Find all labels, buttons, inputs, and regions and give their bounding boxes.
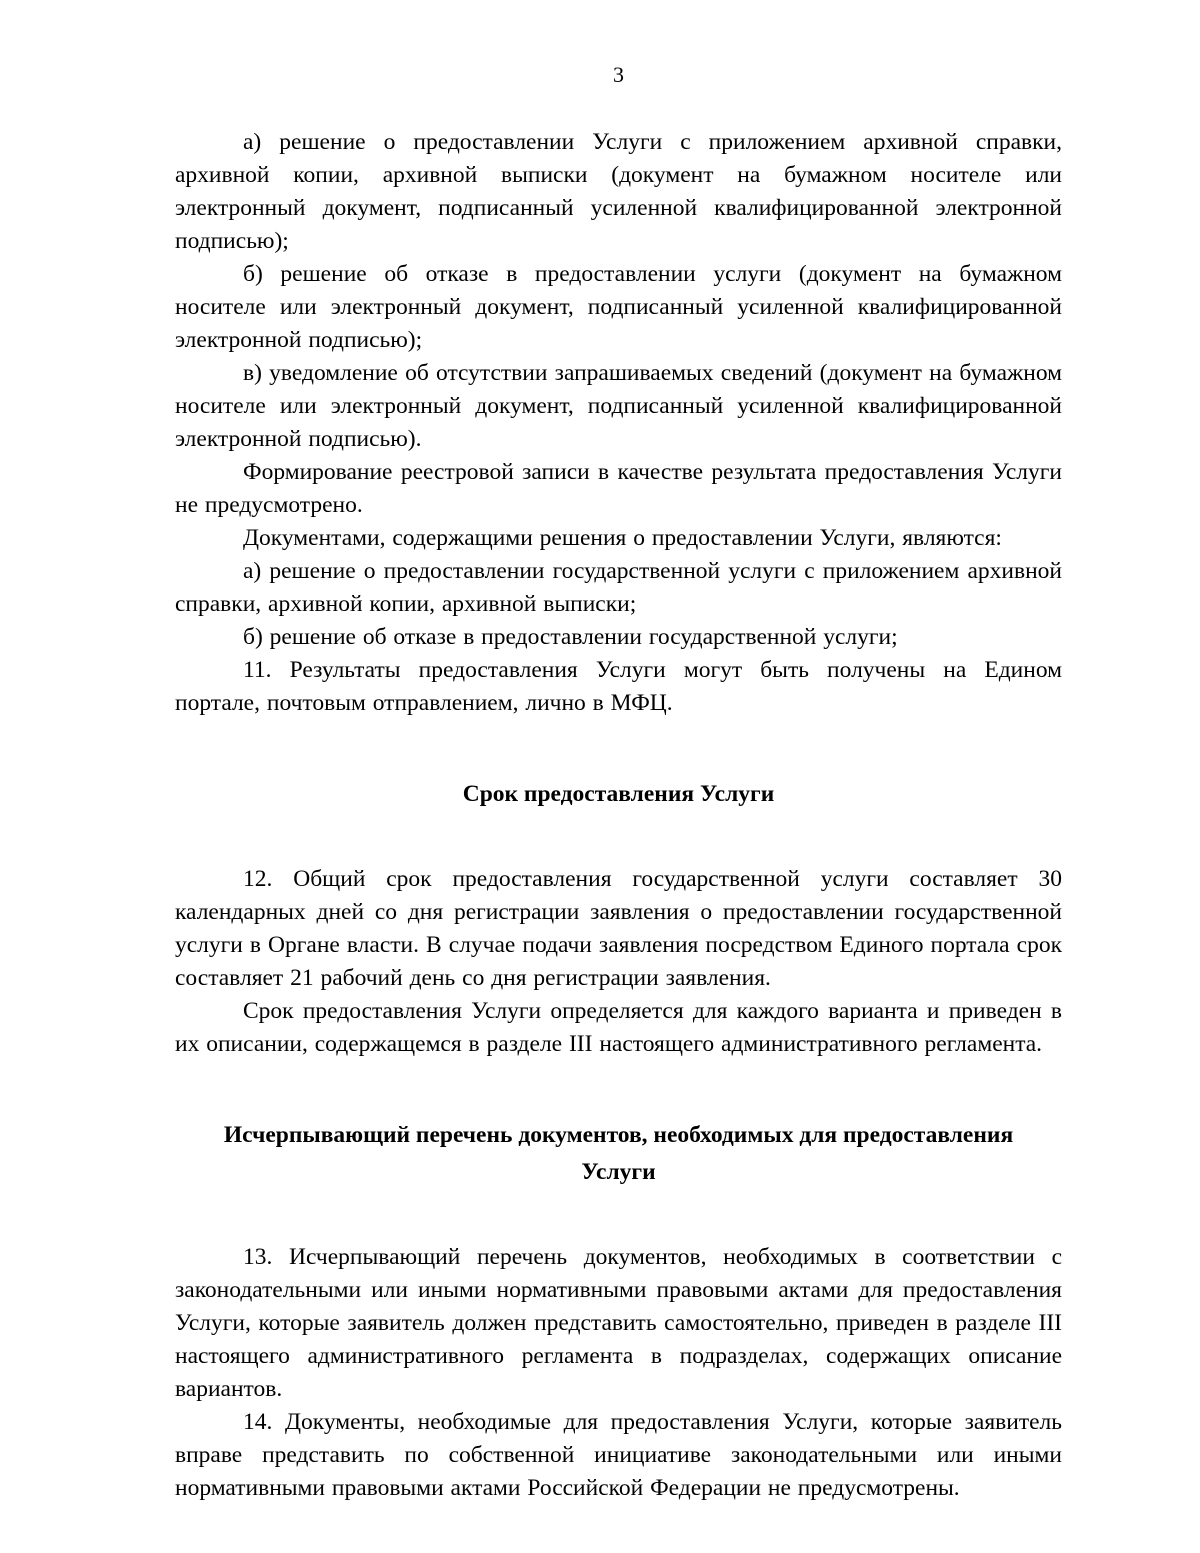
- paragraph-result-v: в) уведомление об отсутствии запрашиваемых сведений (документ на бумажном носителе или электронный документ, подписанный усиленной квалифицированной электронной подписью).: [175, 360, 1062, 452]
- paragraph-result-b: б) решение об отказе в предоставлении услуги (документ на бумажном носителе или электронный документ, подписанный усиленной квалифицированной электронной подписью);: [175, 261, 1062, 353]
- paragraph-item-11: 11. Результаты предоставления Услуги могут быть получены на Едином портале, почтовым отправлением, лично в МФЦ.: [175, 657, 1062, 716]
- document-body: [175, 126, 1062, 1505]
- paragraph-documents-with-decisions: Документами, содержащими решения о предоставлении Услуги, являются:: [243, 525, 1002, 551]
- paragraph-item-12: 12. Общий срок предоставления государственной услуги составляет 30 календарных дней со дня регистрации заявления о предоставлении государственной услуги в Органе власти. В случае подачи заявления посредством Единого портала срок составляет 21 рабочий день со дня регистрации заявления.: [175, 866, 1062, 991]
- paragraph-decision-a: а) решение о предоставлении государственной услуги с приложением архивной справки, архивной копии, архивной выписки;: [175, 558, 1062, 617]
- paragraph-decision-b: б) решение об отказе в предоставлении государственной услуги;: [243, 624, 898, 650]
- paragraph-result-a: а) решение о предоставлении Услуги с приложением архивной справки, архивной копии, архивной выписки (документ на бумажном носителе или электронный документ, подписанный усиленной квалифицированной электронной подписью);: [175, 129, 1062, 254]
- paragraph-item-13: 13. Исчерпывающий перечень документов, необходимых в соответствии с законодательными или иными нормативными правовыми актами для предоставления Услуги, которые заявитель должен представить самостоятельно, приведен в разделе III настоящего административного регламента в подразделах, содержащих описание вариантов.: [175, 1244, 1062, 1402]
- paragraph-registry-record: Формирование реестровой записи в качестве результата предоставления Услуги не предусмотрено.: [175, 459, 1062, 518]
- paragraph-item-14: 14. Документы, необходимые для предоставления Услуги, которые заявитель вправе представить по собственной инициативе законодательными или иными нормативными правовыми актами Российской Федерации не предусмотрены.: [175, 1409, 1062, 1501]
- section-heading-service-term: Срок предоставления Услуги: [462, 781, 775, 807]
- paragraph-term-variants: Срок предоставления Услуги определяется для каждого варианта и приведен в их описании, содержащемся в разделе III настоящего административного регламента.: [175, 998, 1062, 1057]
- page-number: 3: [613, 62, 624, 87]
- section-heading-documents-list: Исчерпывающий перечень документов, необходимых для предоставления Услуги: [223, 1122, 1014, 1185]
